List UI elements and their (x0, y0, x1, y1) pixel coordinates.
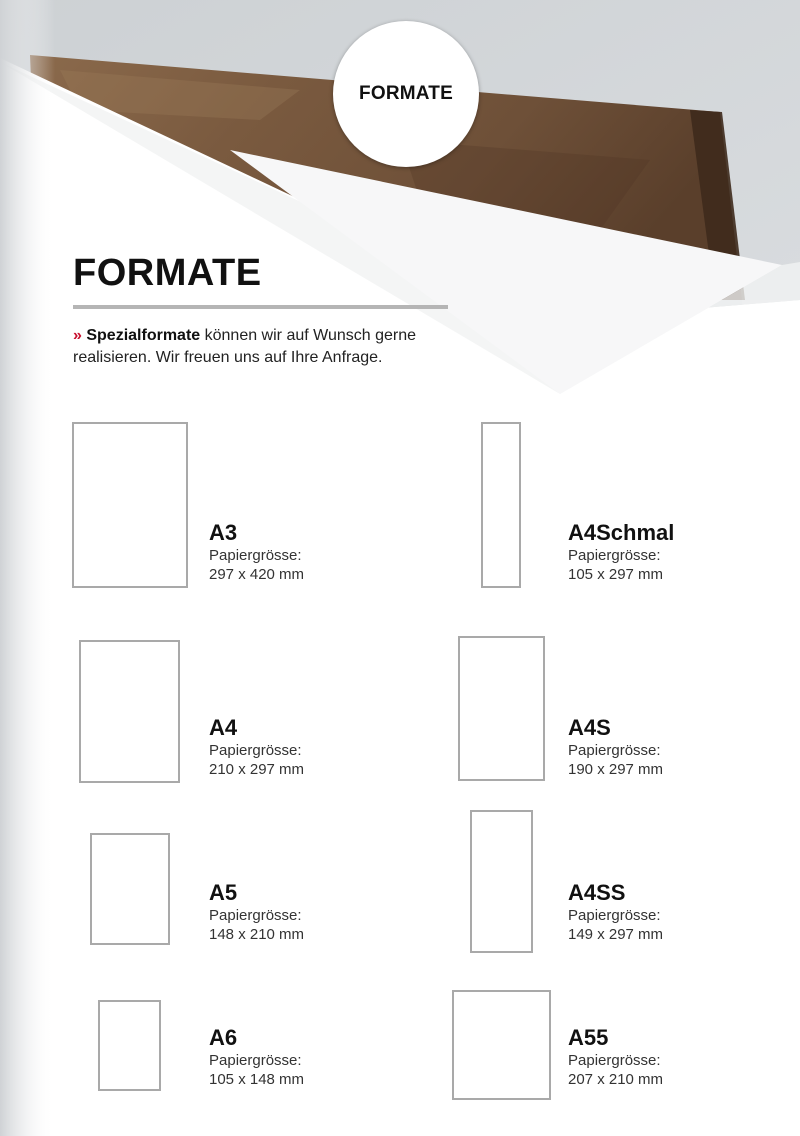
format-name: A6 (209, 1025, 238, 1050)
title-divider (73, 305, 448, 309)
format-a3-label (209, 520, 304, 584)
format-a4ss-preview (470, 810, 533, 953)
format-dimensions: 148 x 210 mm (209, 926, 305, 943)
format-name: A4S (568, 715, 611, 740)
format-size-label: Papiergrösse: (209, 907, 302, 924)
intro-text (73, 325, 433, 369)
format-size-label: Papiergrösse: (568, 1052, 661, 1069)
format-dimensions: 149 x 297 mm (568, 926, 664, 943)
format-dimensions: 297 x 420 mm (209, 566, 305, 583)
format-name: A4SS (568, 880, 626, 905)
badge-label: FORMATE (359, 83, 453, 104)
format-a4ss-label (568, 880, 663, 944)
format-a4s-preview (458, 636, 545, 781)
format-dimensions: 210 x 297 mm (209, 761, 305, 778)
intro-marker: » (73, 327, 82, 344)
format-a4schmal-label (568, 520, 674, 584)
format-a55-label (568, 1025, 663, 1089)
format-a4s-label (568, 715, 663, 779)
format-a4schmal-preview (481, 422, 521, 588)
formate-badge (333, 21, 479, 167)
intro-body: können wir auf Wunsch gerne realisieren. Wir freuen uns auf Ihre Anfrage. (73, 327, 416, 366)
format-dimensions: 207 x 210 mm (568, 1071, 664, 1088)
format-a4-label (209, 715, 304, 779)
format-size-label: Papiergrösse: (209, 1052, 302, 1069)
format-a6-label (209, 1025, 304, 1089)
format-name: A4 (209, 715, 238, 740)
format-size-label: Papiergrösse: (209, 742, 302, 759)
format-size-label: Papiergrösse: (568, 742, 661, 759)
format-a55-preview (452, 990, 551, 1100)
format-a4-preview (79, 640, 180, 783)
format-a5-preview (90, 833, 170, 945)
format-name: A4Schmal (568, 520, 675, 545)
format-name: A55 (568, 1025, 609, 1050)
format-dimensions: 190 x 297 mm (568, 761, 664, 778)
format-size-label: Papiergrösse: (568, 547, 661, 564)
format-a5-label (209, 880, 304, 944)
format-size-label: Papiergrösse: (568, 907, 661, 924)
format-name: A5 (209, 880, 238, 905)
page-title: FORMATE (73, 252, 262, 294)
format-name: A3 (209, 520, 238, 545)
intro-bold: Spezialformate (86, 327, 201, 344)
format-dimensions: 105 x 148 mm (209, 1071, 305, 1088)
format-dimensions: 105 x 297 mm (568, 566, 664, 583)
format-size-label: Papiergrösse: (209, 547, 302, 564)
format-a6-preview (98, 1000, 161, 1091)
format-a3-preview (72, 422, 188, 588)
